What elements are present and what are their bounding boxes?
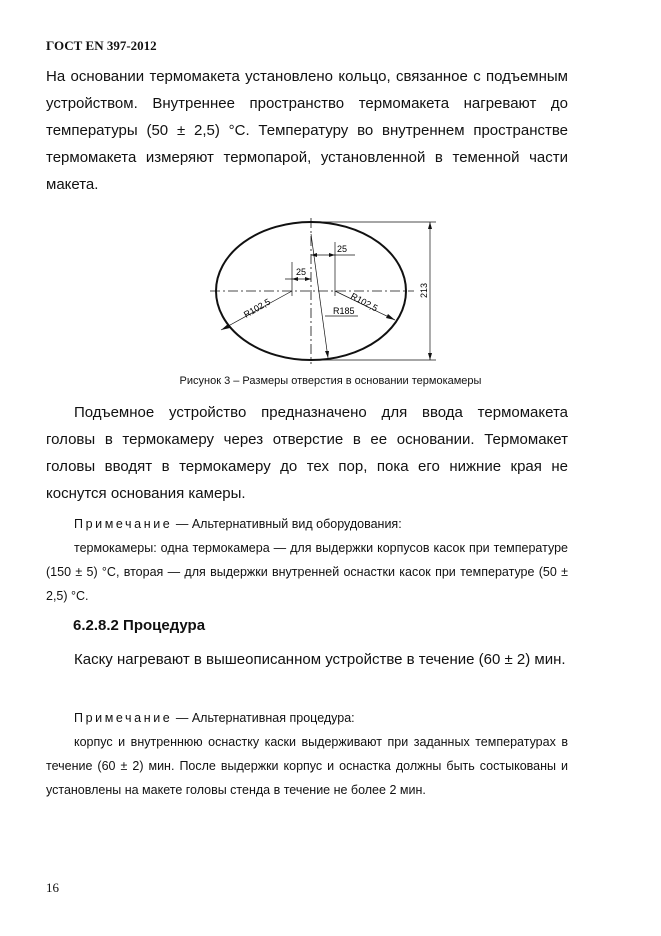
radius-185-line: [311, 234, 328, 358]
radius-185-label: R185: [333, 306, 355, 316]
dim-arrow: [329, 253, 335, 257]
figure-caption: Рисунок 3 – Размеры отверстия в основании термокамеры: [179, 375, 482, 387]
note-title: — Альтернативный вид оборудования:: [175, 517, 402, 531]
dim-arrow: [428, 353, 432, 360]
dim-arrow: [325, 351, 329, 358]
note-label: Примечание: [74, 711, 173, 725]
page-number: 16: [46, 880, 59, 895]
paragraph-lifting-device: Подъемное устройство предназначено для ввода термомакета головы в термокамеру через отверстие в ее основании. Термомакет головы вводят в термокамеру до тех пор, пока его нижние края не коснутся основания камеры.: [46, 404, 568, 502]
note-alternative-equipment: [46, 512, 568, 608]
dim-arrow: [292, 277, 298, 281]
note-label: Примечание: [74, 517, 173, 531]
dim-arrow: [428, 222, 432, 229]
note-title: — Альтернативная процедура:: [175, 711, 355, 725]
radius-right-label: R102,5: [349, 290, 380, 314]
dim-25-top-label: 25: [337, 244, 348, 254]
document-header: ГОСТ EN 397-2012: [46, 38, 157, 53]
note-alternative-procedure: [46, 706, 568, 802]
paragraph-thermomodel-ring: На основании термомакета установлено кольцо, связанное с подъемным устройством. Внутреннее пространство термомакета нагревают до температуры (50 ± 2,5) °С. Температуру во внутреннем пространстве термомакета измеряют термопарой, установленной в теменной части макета.: [46, 68, 568, 193]
paragraph-heating: Каску нагревают в вышеописанном устройстве в течение (60 ± 2) мин.: [74, 651, 566, 668]
dim-arrow: [305, 277, 311, 281]
dim-arrow: [386, 314, 395, 320]
height-213-label: 213: [419, 282, 429, 298]
note-body: корпус и внутреннюю оснастку каски выдерживают при заданных температурах в течение (60 ± 2) мин. После выдержки корпус и оснастка должны быть состыкованы и установлены на макете головы стенда в течение не более 2 мин.: [46, 735, 568, 797]
radius-left-label: R102,5: [242, 296, 273, 320]
figure-opening-dimensions: [0, 212, 661, 372]
dim-25-left-label: 25: [296, 267, 307, 277]
note-body: термокамеры: одна термокамера — для выдержки корпусов касок при температуре (150 ± 5) °С, вторая — для выдержки внутренней оснастки касок при температуре (50 ± 2,5) °С.: [46, 541, 568, 603]
section-heading-procedure: 6.2.8.2 Процедура: [73, 617, 206, 634]
